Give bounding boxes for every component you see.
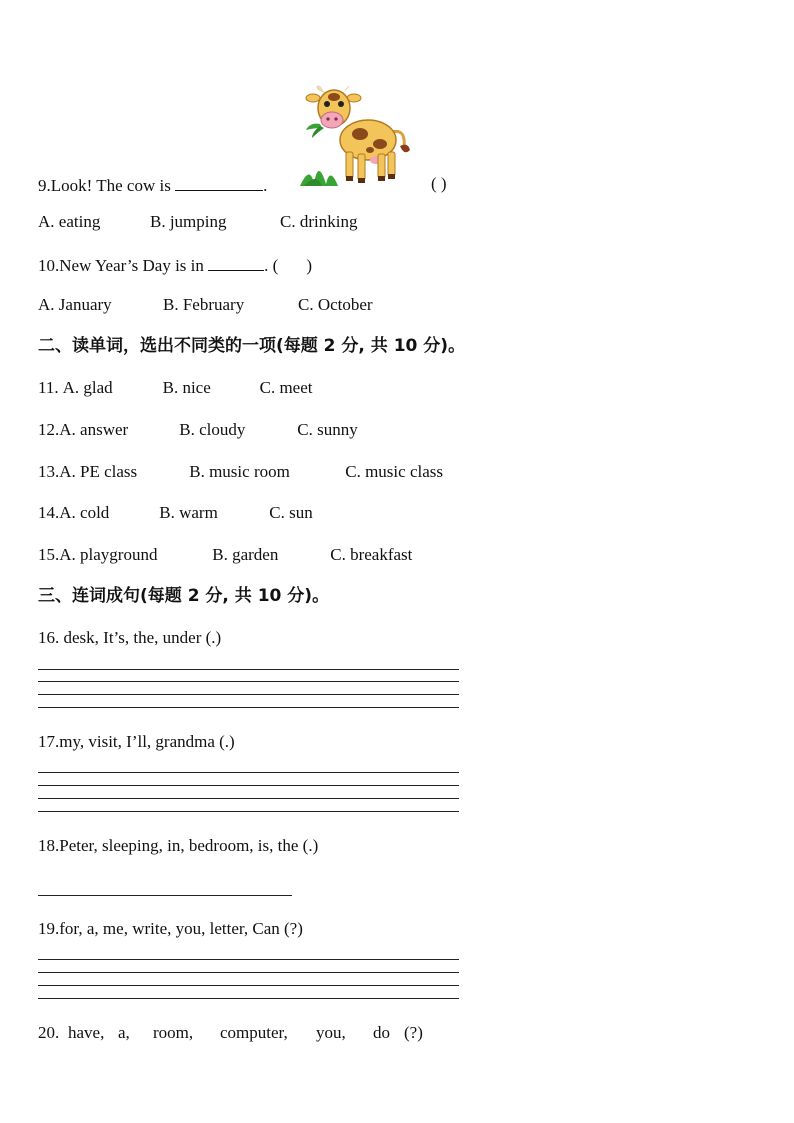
question-18: 18.Peter, sleeping, in, bedroom, is, the (.) <box>38 836 319 855</box>
word: have, <box>68 1023 105 1042</box>
writing-line <box>38 707 459 708</box>
question-17: 17.my, visit, I’ll, grandma (.) <box>38 732 235 751</box>
question-20 <box>38 1023 423 1043</box>
option-c: C. October <box>298 295 373 314</box>
answer-blank[interactable] <box>208 254 264 271</box>
section-3-title: 三、连词成句(每题 2 分, 共 10 分)。 <box>38 586 330 606</box>
writing-line <box>38 811 459 812</box>
question-12 <box>38 420 358 440</box>
option-b: B. warm <box>159 503 218 522</box>
writing-line <box>38 798 459 799</box>
question-15 <box>38 545 412 565</box>
option-b: B. nice <box>162 378 211 397</box>
question-number: 20. <box>38 1023 60 1042</box>
question-9 <box>38 174 267 196</box>
question-number: 15. <box>38 545 60 564</box>
question-10-options <box>38 295 373 315</box>
word: do <box>373 1023 390 1042</box>
writing-line <box>38 972 459 973</box>
option-c: C. sunny <box>297 420 358 439</box>
word: room, <box>153 1023 194 1042</box>
writing-line <box>38 681 459 682</box>
option-c: C. drinking <box>280 212 358 231</box>
option-a: A. answer <box>59 420 129 439</box>
option-b: B. music room <box>189 462 290 481</box>
option-a: A. glad <box>62 378 113 397</box>
question-9-answer-paren[interactable]: ( ) <box>431 174 447 193</box>
writing-line <box>38 895 292 896</box>
section-2-title: 二、读单词，选出不同类的一项(每题 2 分, 共 10 分)。 <box>38 336 466 356</box>
cow-illustration <box>296 84 420 190</box>
option-c: C. breakfast <box>330 545 413 564</box>
question-9-text: 9.Look! The cow is <box>38 176 171 195</box>
writing-line <box>38 985 459 986</box>
question-9-punct: . <box>263 176 268 195</box>
writing-line <box>38 772 459 773</box>
writing-line <box>38 998 459 999</box>
question-10 <box>38 254 312 276</box>
question-13 <box>38 462 443 482</box>
question-10-close: ) <box>306 256 312 275</box>
option-b: B. garden <box>212 545 279 564</box>
question-number: 12. <box>38 420 60 439</box>
option-b: B. jumping <box>150 212 227 231</box>
option-b: B. February <box>163 295 245 314</box>
writing-line <box>38 959 459 960</box>
question-10-punct: . ( <box>264 256 279 275</box>
question-16: 16. desk, It’s, the, under (.) <box>38 628 222 647</box>
word: a, <box>118 1023 130 1042</box>
answer-blank[interactable] <box>175 174 263 191</box>
writing-line <box>38 669 459 670</box>
option-c: C. meet <box>259 378 313 397</box>
question-11 <box>38 378 313 398</box>
question-number: 13. <box>38 462 60 481</box>
option-c: C. music class <box>345 462 443 481</box>
option-a: A. eating <box>38 212 101 231</box>
option-a: A. playground <box>59 545 158 564</box>
word: you, <box>316 1023 346 1042</box>
writing-line <box>38 785 459 786</box>
option-a: A. January <box>38 295 112 314</box>
option-b: B. cloudy <box>179 420 246 439</box>
question-14 <box>38 503 313 523</box>
question-9-options <box>38 212 357 232</box>
question-10-text: 10.New Year’s Day is in <box>38 256 204 275</box>
word: (?) <box>404 1023 423 1042</box>
writing-line <box>38 694 459 695</box>
question-number: 11. <box>38 378 59 397</box>
question-number: 14. <box>38 503 60 522</box>
question-19: 19.for, a, me, write, you, letter, Can (?) <box>38 919 303 938</box>
option-a: A. PE class <box>59 462 138 481</box>
option-a: A. cold <box>59 503 110 522</box>
option-c: C. sun <box>269 503 313 522</box>
word: computer, <box>220 1023 288 1042</box>
